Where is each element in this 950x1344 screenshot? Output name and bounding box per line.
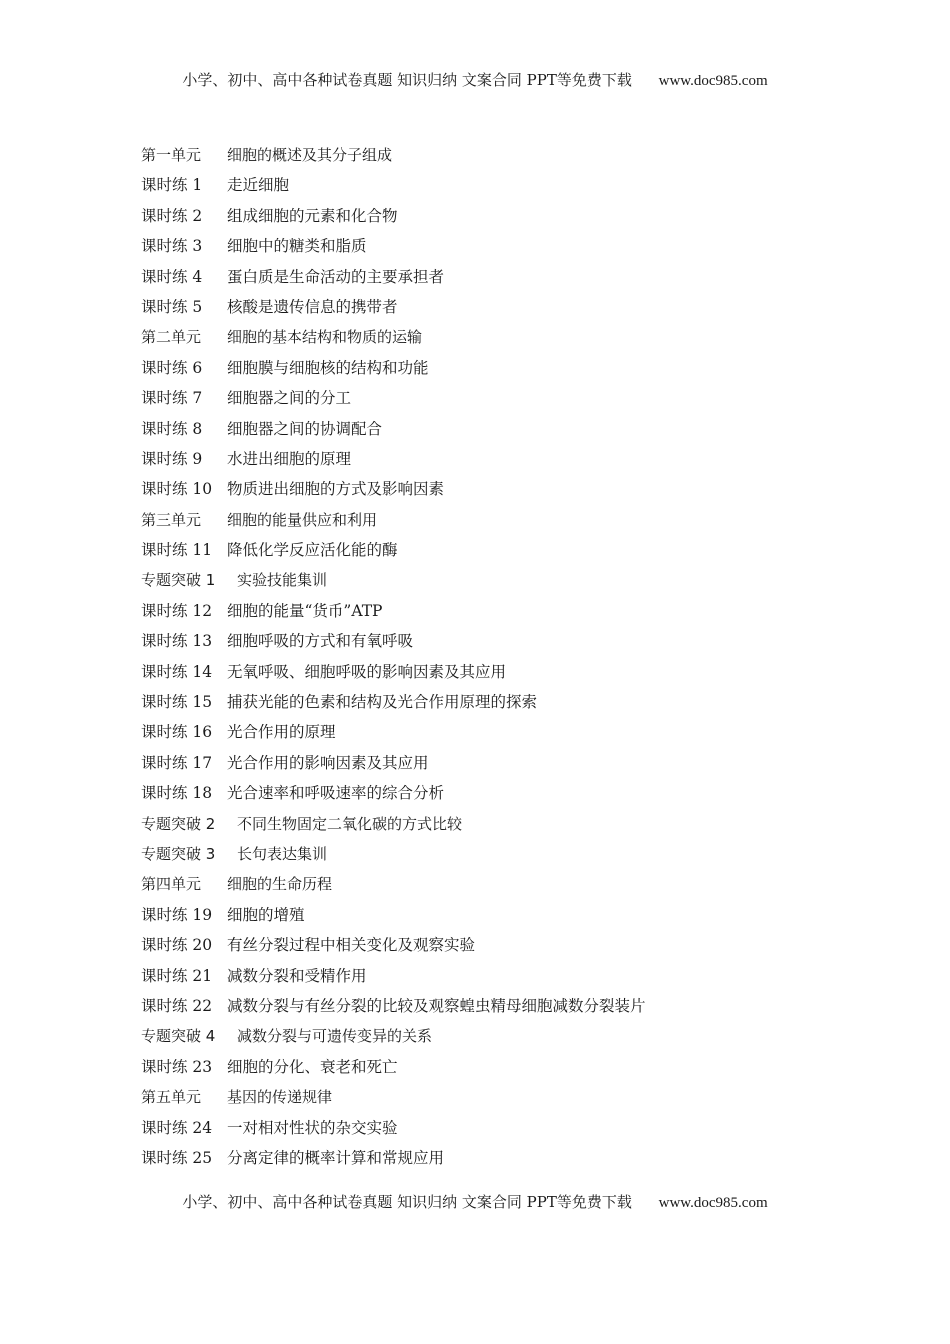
toc-lesson-entry[interactable]	[141, 1143, 646, 1173]
toc-entry-number: 课时练 22	[141, 996, 213, 1015]
toc-lesson-entry[interactable]	[141, 930, 646, 960]
toc-entry-number: 课时练 16	[141, 723, 213, 742]
toc-entry-title: 细胞器之间的协调配合	[227, 419, 383, 438]
toc-entry-title: 细胞呼吸的方式和有氧呼吸	[227, 632, 414, 651]
toc-entry-number: 课时练 14	[141, 662, 213, 681]
toc-entry-number: 课时练 25	[141, 1148, 213, 1167]
toc-lesson-entry[interactable]	[141, 657, 646, 687]
toc-lesson-entry[interactable]	[141, 474, 646, 504]
toc-entry-number: 课时练 3	[141, 237, 203, 256]
toc-lesson-entry[interactable]	[141, 961, 646, 991]
toc-entry-title: 一对相对性状的杂交实验	[227, 1118, 398, 1137]
toc-entry-title: 光合作用的原理	[227, 723, 336, 742]
toc-lesson-entry[interactable]	[141, 292, 646, 322]
toc-entry-title: 基因的传递规律	[227, 1088, 333, 1107]
toc-entry-number: 课时练 15	[141, 693, 213, 712]
toc-entry-title: 细胞的生命历程	[227, 875, 333, 894]
table-of-contents	[141, 140, 646, 1173]
toc-entry-number: 课时练 6	[141, 358, 203, 377]
footer-site-link[interactable]: www.doc985.com	[658, 1195, 768, 1211]
toc-entry-number: 课时练 4	[141, 267, 203, 286]
toc-entry-number: 课时练 18	[141, 784, 213, 803]
toc-entry-title: 细胞的增殖	[227, 905, 305, 924]
toc-entry-number: 课时练 7	[141, 389, 203, 408]
toc-lesson-entry[interactable]	[141, 991, 646, 1021]
toc-entry-number: 专题突破 3	[141, 844, 216, 863]
toc-entry-title: 减数分裂与有丝分裂的比较及观察蝗虫精母细胞减数分裂装片	[227, 996, 646, 1015]
toc-entry-title: 分离定律的概率计算和常规应用	[227, 1148, 445, 1167]
toc-entry-title: 细胞的能量“货币”ATP	[227, 601, 383, 620]
toc-entry-title: 走近细胞	[227, 176, 290, 195]
toc-entry-number: 课时练 5	[141, 297, 203, 316]
toc-entry-title: 光合速率和呼吸速率的综合分析	[227, 784, 445, 803]
toc-entry-number: 第三单元	[141, 510, 202, 529]
toc-lesson-entry[interactable]	[141, 353, 646, 383]
toc-lesson-entry[interactable]	[141, 414, 646, 444]
toc-lesson-entry[interactable]	[141, 231, 646, 261]
toc-entry-title: 光合作用的影响因素及其应用	[227, 753, 429, 772]
toc-entry-number: 课时练 1	[141, 176, 203, 195]
toc-lesson-entry[interactable]	[141, 444, 646, 474]
toc-lesson-entry[interactable]	[141, 1113, 646, 1143]
toc-lesson-entry[interactable]	[141, 748, 646, 778]
toc-entry-title: 有丝分裂过程中相关变化及观察实验	[227, 936, 476, 955]
toc-entry-number: 课时练 9	[141, 449, 203, 468]
toc-entry-number: 课时练 2	[141, 206, 203, 225]
header-text: 小学、初中、高中各种试卷真题 知识归纳 文案合同 PPT等免费下载	[182, 71, 632, 89]
toc-entry-number: 课时练 8	[141, 419, 203, 438]
toc-unit-entry[interactable]	[141, 505, 646, 535]
toc-entry-number: 专题突破 4	[141, 1027, 216, 1046]
toc-entry-number: 课时练 23	[141, 1057, 213, 1076]
toc-entry-number: 第五单元	[141, 1088, 202, 1107]
toc-entry-title: 细胞的分化、衰老和死亡	[227, 1057, 398, 1076]
toc-entry-number: 课时练 21	[141, 966, 213, 985]
toc-topic-entry[interactable]	[141, 839, 646, 869]
toc-lesson-entry[interactable]	[141, 262, 646, 292]
toc-entry-title: 蛋白质是生命活动的主要承担者	[227, 267, 445, 286]
toc-entry-number: 第一单元	[141, 146, 202, 164]
header-site-link[interactable]: www.doc985.com	[658, 73, 768, 89]
toc-entry-title: 不同生物固定二氧化碳的方式比较	[237, 814, 463, 833]
toc-entry-title: 水进出细胞的原理	[227, 449, 352, 468]
toc-entry-number: 第四单元	[141, 875, 202, 894]
toc-unit-entry[interactable]	[141, 1082, 646, 1112]
toc-unit-entry[interactable]	[141, 869, 646, 899]
page-header	[0, 69, 950, 90]
toc-lesson-entry[interactable]	[141, 626, 646, 656]
toc-entry-number: 课时练 10	[141, 480, 213, 499]
toc-entry-title: 组成细胞的元素和化合物	[227, 206, 398, 225]
toc-lesson-entry[interactable]	[141, 1052, 646, 1082]
toc-entry-number: 第二单元	[141, 328, 202, 347]
toc-unit-entry[interactable]	[141, 140, 646, 170]
toc-lesson-entry[interactable]	[141, 717, 646, 747]
toc-entry-number: 课时练 24	[141, 1118, 213, 1137]
toc-lesson-entry[interactable]	[141, 687, 646, 717]
toc-entry-title: 细胞中的糖类和脂质	[227, 237, 367, 256]
toc-entry-title: 细胞器之间的分工	[227, 389, 352, 408]
toc-topic-entry[interactable]	[141, 1021, 646, 1051]
toc-entry-title: 捕获光能的色素和结构及光合作用原理的探索	[227, 693, 538, 712]
toc-topic-entry[interactable]	[141, 565, 646, 595]
footer-text: 小学、初中、高中各种试卷真题 知识归纳 文案合同 PPT等免费下载	[182, 1193, 632, 1211]
toc-entry-number: 课时练 20	[141, 936, 213, 955]
page-footer	[0, 1191, 950, 1212]
toc-entry-number: 课时练 19	[141, 905, 213, 924]
toc-entry-title: 核酸是遗传信息的携带者	[227, 297, 398, 316]
toc-lesson-entry[interactable]	[141, 596, 646, 626]
toc-entry-title: 细胞的能量供应和利用	[227, 510, 378, 529]
toc-lesson-entry[interactable]	[141, 900, 646, 930]
toc-topic-entry[interactable]	[141, 809, 646, 839]
toc-entry-title: 减数分裂与可遗传变异的关系	[237, 1027, 433, 1046]
toc-entry-title: 长句表达集训	[237, 844, 328, 863]
toc-entry-title: 细胞的基本结构和物质的运输	[227, 328, 423, 347]
toc-entry-number: 课时练 17	[141, 753, 213, 772]
toc-entry-title: 无氧呼吸、细胞呼吸的影响因素及其应用	[227, 662, 507, 681]
toc-lesson-entry[interactable]	[141, 201, 646, 231]
toc-entry-number: 课时练 11	[141, 541, 213, 560]
toc-entry-number: 课时练 13	[141, 632, 213, 651]
toc-entry-title: 减数分裂和受精作用	[227, 966, 367, 985]
toc-unit-entry[interactable]	[141, 322, 646, 352]
toc-entry-title: 降低化学反应活化能的酶	[227, 541, 398, 560]
toc-entry-number: 专题突破 2	[141, 814, 216, 833]
toc-lesson-entry[interactable]	[141, 170, 646, 200]
toc-entry-number: 专题突破 1	[141, 571, 216, 590]
toc-entry-title: 实验技能集训	[237, 571, 328, 590]
toc-entry-title: 细胞膜与细胞核的结构和功能	[227, 358, 429, 377]
toc-lesson-entry[interactable]	[141, 383, 646, 413]
toc-entry-number: 课时练 12	[141, 601, 213, 620]
toc-lesson-entry[interactable]	[141, 535, 646, 565]
toc-lesson-entry[interactable]	[141, 778, 646, 808]
toc-entry-title: 物质进出细胞的方式及影响因素	[227, 480, 445, 499]
toc-entry-title: 细胞的概述及其分子组成	[227, 146, 393, 164]
